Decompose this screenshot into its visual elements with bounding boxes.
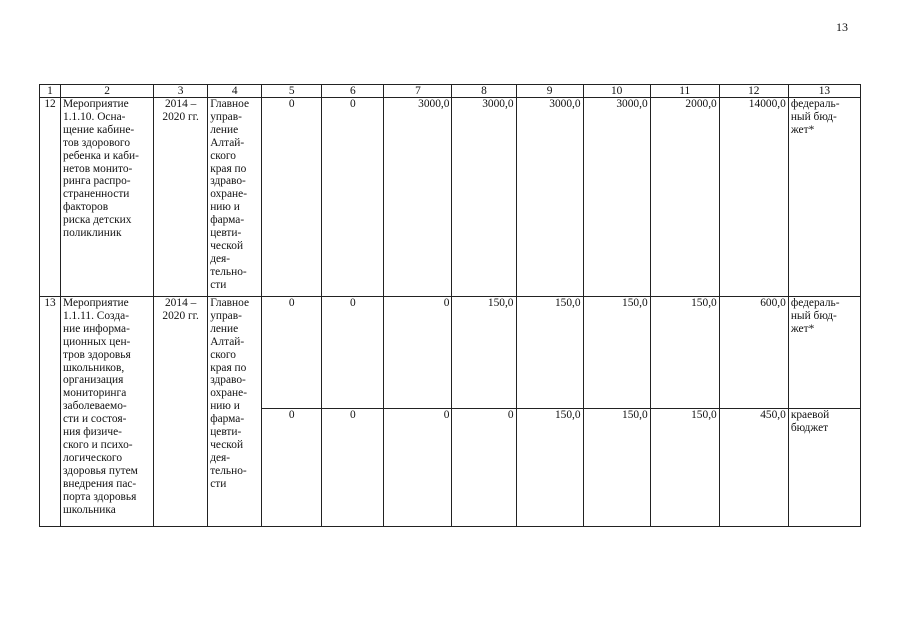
measure-name-line: Мероприятие [63, 297, 129, 309]
value-col-7: 0 [384, 297, 452, 409]
value-col-5: 0 [262, 98, 322, 297]
measure-name-line: организация [63, 374, 124, 387]
measure-name-line: ского и психо- [63, 438, 133, 451]
measure-name-line: ния физиче- [63, 426, 122, 439]
value-col-5: 0 [262, 297, 322, 409]
executor-line: нию и [210, 201, 240, 214]
column-header: 1 [40, 85, 61, 98]
executor-line: управ- [210, 309, 242, 322]
value-col-7: 3000,0 [384, 98, 452, 297]
funding-source [788, 98, 860, 297]
column-header: 3 [154, 85, 208, 98]
measure-name-line: тров здоровья [63, 348, 131, 361]
value-col-9: 150,0 [516, 409, 583, 527]
executor-line: ческой [210, 438, 244, 451]
executor-line: здраво- [210, 374, 246, 387]
value-col-10: 150,0 [583, 297, 650, 409]
measure-name-line: щение кабине- [63, 123, 135, 136]
funding-source-line: краевой [790, 409, 830, 421]
value-col-12: 14000,0 [719, 98, 788, 297]
value-col-6: 0 [322, 297, 384, 409]
executor-line: ление [210, 123, 239, 136]
executor-line: фарма- [210, 413, 245, 426]
column-header: 7 [384, 85, 452, 98]
executor-line: ление [210, 322, 239, 335]
executor-line: здраво- [210, 175, 246, 188]
executor-line: края по [210, 162, 247, 175]
executor-line: охране- [210, 188, 247, 201]
measure-name-line: сти и состоя- [63, 413, 127, 426]
funding-source-line: федераль- [790, 297, 840, 309]
funding-source-line: федераль- [790, 98, 840, 110]
executor-line: охране- [210, 387, 247, 400]
executor-line: управ- [210, 110, 242, 123]
measure-name-line: здоровья путем [63, 464, 138, 477]
measure-name-line: внедрения пас- [63, 477, 137, 490]
measure-name-line: ринга распро- [63, 175, 131, 188]
measure-name-line: мониторинга [63, 387, 127, 400]
value-col-11: 150,0 [650, 297, 719, 409]
executor-line: ческой [210, 239, 244, 252]
measure-name-line: тов здорового [63, 136, 131, 149]
value-col-9: 3000,0 [516, 98, 583, 297]
measure-name [61, 297, 154, 527]
funding-source-line: жет* [790, 322, 815, 335]
executor-line: тельно- [210, 464, 247, 477]
column-header: 4 [208, 85, 262, 98]
executor-line: нию и [210, 400, 240, 413]
value-col-8: 0 [452, 409, 516, 527]
measure-name-line: 1.1.11. Созда- [63, 309, 129, 322]
measure-name-line: Мероприятие [63, 98, 129, 110]
measure-name-line: 1.1.10. Осна- [63, 110, 126, 123]
funding-source-line: ный бюд- [790, 110, 837, 123]
value-col-10: 3000,0 [583, 98, 650, 297]
funding-source-line: бюджет [790, 421, 829, 434]
measure-name-line: ние информа- [63, 322, 130, 335]
value-col-12: 600,0 [719, 297, 788, 409]
executor-line: Главное [210, 98, 250, 110]
executor [208, 297, 262, 527]
executor-line: дея- [210, 252, 231, 265]
period: 2014 – 2020 гг. [154, 98, 208, 297]
measure-name-line: школьников, [63, 361, 125, 374]
table-row [40, 297, 861, 409]
executor-line: тельно- [210, 265, 247, 278]
column-header: 12 [719, 85, 788, 98]
executor-line: сти [210, 477, 227, 490]
funding-source [788, 409, 860, 527]
value-col-8: 3000,0 [452, 98, 516, 297]
measure-name-line: риска детских [63, 214, 132, 227]
measure-name-line: страненности [63, 188, 130, 201]
value-col-7: 0 [384, 409, 452, 527]
column-header: 9 [516, 85, 583, 98]
measure-name-line: поликлиник [63, 227, 122, 240]
executor-line: края по [210, 361, 247, 374]
measure-name-line: школьника [63, 503, 116, 516]
measure-name-line: ребенка и каби- [63, 149, 139, 162]
executor-line: Алтай- [210, 136, 245, 149]
measure-name-line: порта здоровья [63, 490, 137, 503]
value-col-11: 2000,0 [650, 98, 719, 297]
value-col-5: 0 [262, 409, 322, 527]
row-number: 13 [40, 297, 61, 527]
executor-line: цевти- [210, 426, 242, 439]
measure-name-line: нетов монито- [63, 162, 133, 175]
executor-line: Главное [210, 297, 250, 309]
funding-source [788, 297, 860, 409]
executor-line: ского [210, 149, 236, 162]
column-header: 5 [262, 85, 322, 98]
column-header: 8 [452, 85, 516, 98]
executor-line: дея- [210, 451, 231, 464]
executor-line: Алтай- [210, 335, 245, 348]
executor-line: сти [210, 278, 227, 291]
measure-name-line: факторов [63, 201, 109, 214]
column-header: 11 [650, 85, 719, 98]
value-col-9: 150,0 [516, 297, 583, 409]
column-header: 13 [788, 85, 860, 98]
executor [208, 98, 262, 297]
column-header: 10 [583, 85, 650, 98]
value-col-11: 150,0 [650, 409, 719, 527]
value-col-12: 450,0 [719, 409, 788, 527]
value-col-6: 0 [322, 98, 384, 297]
value-col-6: 0 [322, 409, 384, 527]
value-col-10: 150,0 [583, 409, 650, 527]
measure-name-line: логического [63, 451, 123, 464]
executor-line: ского [210, 348, 236, 361]
executor-line: цевти- [210, 227, 242, 240]
period: 2014 – 2020 гг. [154, 297, 208, 527]
header-row [40, 85, 861, 98]
value-col-8: 150,0 [452, 297, 516, 409]
executor-line: фарма- [210, 214, 245, 227]
table-row [40, 98, 861, 297]
funding-source-line: жет* [790, 123, 815, 136]
funding-source-line: ный бюд- [790, 309, 837, 322]
column-header: 2 [61, 85, 154, 98]
budget-table [39, 84, 861, 527]
page-number: 13 [836, 20, 848, 34]
measure-name-line: заболеваемо- [63, 400, 127, 413]
row-number: 12 [40, 98, 61, 297]
measure-name-line: ционных цен- [63, 335, 131, 348]
measure-name [61, 98, 154, 297]
column-header: 6 [322, 85, 384, 98]
